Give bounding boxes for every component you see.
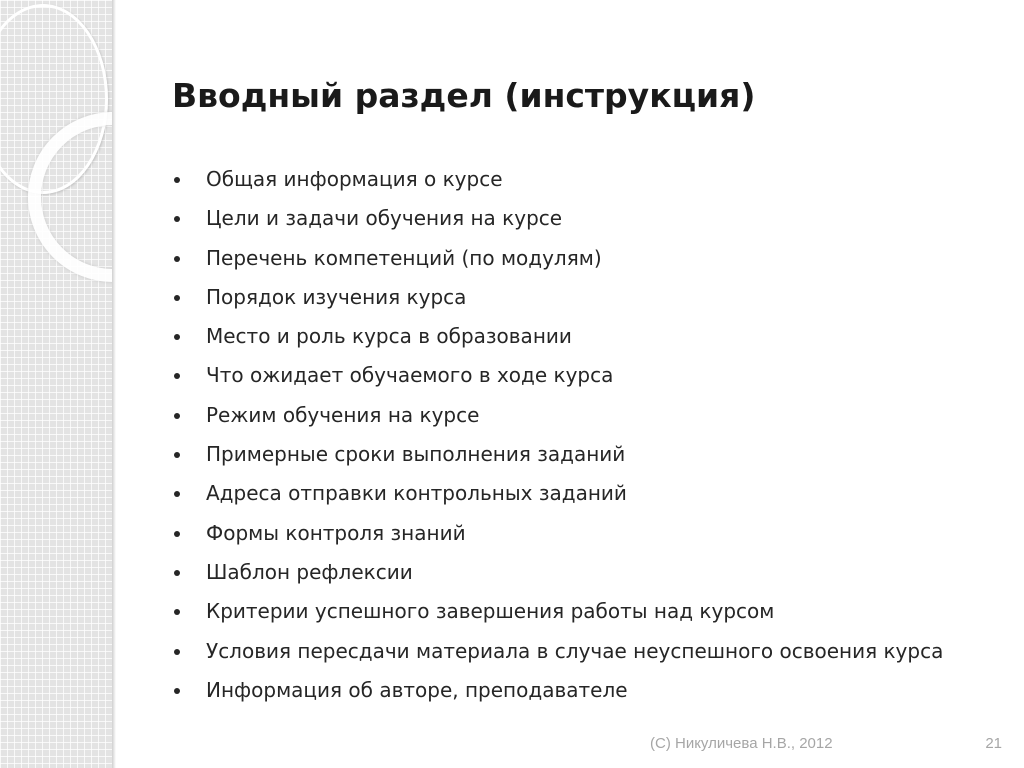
bullet-item: [170, 199, 943, 238]
bullet-text: Порядок изучения курса: [206, 284, 467, 309]
bullet-dot-icon: [174, 452, 180, 458]
bullet-item: [170, 435, 943, 474]
bullet-item: [170, 553, 943, 592]
bullet-item: [170, 514, 943, 553]
bullet-text: Информация об авторе, преподавателе: [206, 677, 628, 702]
bullet-text: Перечень компетенций (по модулям): [206, 245, 602, 270]
side-panel-shadow: [112, 0, 116, 768]
bullet-text: Формы контроля знаний: [206, 520, 466, 545]
bullet-text: Адреса отправки контрольных заданий: [206, 481, 627, 506]
bullet-dot-icon: [174, 256, 180, 262]
footer-copyright: (С) Никуличева Н.В., 2012: [650, 735, 833, 752]
bullet-dot-icon: [174, 216, 180, 222]
bullet-item: [170, 592, 943, 631]
bullet-dot-icon: [174, 609, 180, 615]
bullet-text: Условия пересдачи материала в случае неуспешного освоения курса: [206, 638, 944, 663]
bullet-list: [170, 160, 943, 710]
bullet-item: [170, 317, 943, 356]
bullet-item: [170, 356, 943, 395]
bullet-item: [170, 160, 943, 199]
bullet-dot-icon: [174, 531, 180, 537]
bullet-text: Шаблон рефлексии: [206, 559, 413, 584]
bullet-text: Цели и задачи обучения на курсе: [206, 206, 563, 231]
bullet-dot-icon: [174, 491, 180, 497]
bullet-text: Режим обучения на курсе: [206, 402, 480, 427]
bullet-dot-icon: [174, 649, 180, 655]
bullet-item: [170, 671, 943, 710]
slide-title: Вводный раздел (инструкция): [172, 76, 756, 115]
bullet-dot-icon: [174, 177, 180, 183]
bullet-item: [170, 474, 943, 513]
bullet-dot-icon: [174, 373, 180, 379]
bullet-item: [170, 239, 943, 278]
bullet-text: Место и роль курса в образовании: [206, 324, 572, 349]
bullet-dot-icon: [174, 334, 180, 340]
bullet-item: [170, 632, 943, 671]
bullet-text: Примерные сроки выполнения заданий: [206, 442, 626, 467]
decorative-rings: [0, 0, 112, 768]
bullet-item: [170, 278, 943, 317]
bullet-dot-icon: [174, 295, 180, 301]
bullet-dot-icon: [174, 570, 180, 576]
bullet-dot-icon: [174, 413, 180, 419]
bullet-item: [170, 396, 943, 435]
bullet-text: Что ожидает обучаемого в ходе курса: [206, 363, 614, 388]
bullet-text: Общая информация о курсе: [206, 167, 503, 191]
slide-number: 21: [985, 735, 1002, 752]
bullet-text: Критерии успешного завершения работы над курсом: [206, 599, 775, 624]
bullet-dot-icon: [174, 688, 180, 694]
